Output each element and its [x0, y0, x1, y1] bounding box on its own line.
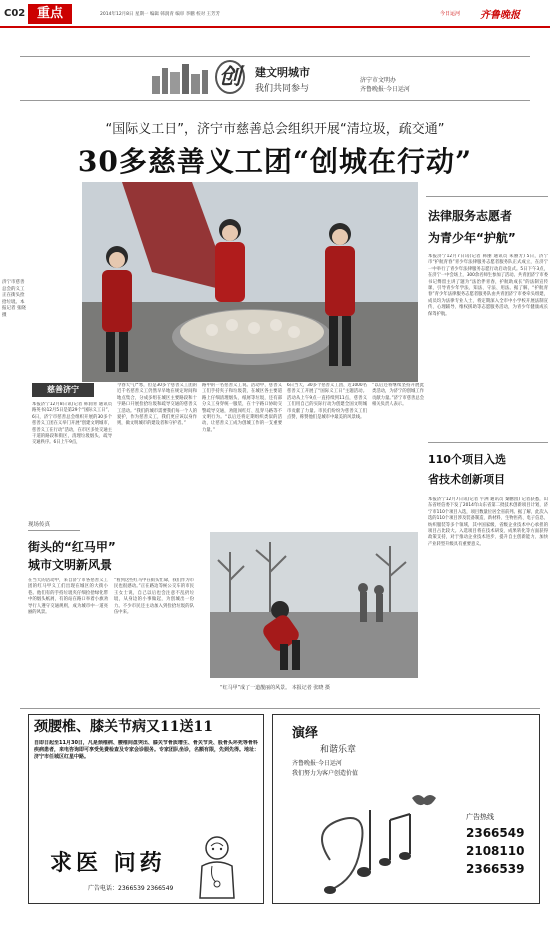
law-story-title — [428, 205, 548, 249]
page-header — [0, 0, 550, 28]
banner-organizer-1: 济宁市文明办 — [360, 77, 397, 84]
banner-subtitle: 我们共同参与 — [255, 84, 310, 94]
hotline-phone-2[interactable]: 2108110 — [466, 844, 525, 858]
campaign-logo: 创 — [215, 60, 245, 94]
project-story-body: 本报济宁12月7日讯(记者 宇洲 通讯员 秦鹏园) 记者获悉，山东省经信委下发了2014年山东省第二批技术创新项目计划，济宁市110个项目入选，项目数量位居全省前列。据了解，此次入选的110个项目涉及装备制造、新材料、生物医药、电子信息、纺织服装等多个领域，其中国家级、省级企业技术中心承担的项目占比较大。入选项目将在技术研发、成果转化等方面获得政策支持，对于推动企业技术进步、提升自主创新能力、加快产业转型升级具有重要意义。 — [428, 497, 548, 547]
scene-tag: 现场传真 — [28, 520, 80, 531]
banner-bottom-rule — [20, 100, 530, 101]
banner-organizer-2: 齐鲁晚报·今日运河 — [360, 86, 410, 93]
street-volunteer-illustration — [210, 532, 418, 678]
right-col-rule — [426, 196, 548, 197]
project-story-title — [428, 450, 548, 490]
lead-photo-caption: 济宁市慈善总会的义工正在街头捡拾垃圾。本报记者 张晓 摄 — [2, 280, 26, 318]
newspaper-ad-brand: 齐鲁晚报·今日运河 — [292, 760, 342, 767]
medical-ad-phone: 广告电话：2366539 2366549 — [88, 885, 174, 892]
banner-top-rule — [20, 56, 530, 57]
lead-body-col5: “以后还将继续坚持开展此类活动，为济宁的创城工作贡献力量。”济宁市慈善总会相关负责人表示。 — [372, 383, 424, 408]
story2-title-line1: 街头的“红马甲” — [28, 540, 116, 554]
edition-label: 今日运河 — [440, 11, 461, 17]
skyline-icon — [150, 62, 210, 94]
law-story-body: 本报济宁12月7日讯(记者 韩丽 通讯员 朱丽芳) 5日，济宁市“护航青春”青少年法律服务志愿者服务队正式成立，在济宁一中举行了青少年法律服务志愿行动启动仪式。5日下午3点，在济宁一中会场上，300余名师生参加了活动。共青团济宁市委书记傅留主讲了题为“法治伴青春，护航助成长”的法制宣传课，引导青少年学法、知法、守法、用法。据了解，“护航青春”青少年法律服务志愿者服务队由共青团济宁市委牵头组建，成员均为法律专业人士，将定期深入全市中小学校开展法制宣传、心理辅导、维权援助等志愿服务活动，为青少年健康成长保驾护航。 — [428, 254, 548, 317]
lead-body-col1: 本报济宁12月8日讯(记者 韩润青 通讯员 路英书)12月5日是第29个“国际义工日”，6日，济宁市慈善总会组织开展的30多个慈善义工团在义举门开展“创建文明城市，慈善义工在行动”活动，在市区多处交通主干道的路段和街区，清理垃圾烟头、疏导交通秩序。6日上午9点， — [32, 402, 112, 446]
newspaper-ad-subtitle: 和谐乐章 — [320, 745, 357, 755]
medical-ad-body: 自即日起至11月30日，凡是颈椎病、腰椎间盘突出、膝关节骨质增生、骨关节炎、股骨头坏死等骨科疾病患者，来电咨询即可享受免费检查及专家会诊服务。专家团队坐诊，名额有限，先到先得。地址：济宁市任城区红星中路。 — [34, 740, 260, 760]
hotline-phone-1[interactable]: 2366549 — [466, 826, 525, 840]
story2-title-line2: 城市文明新风景 — [28, 558, 113, 572]
story2-body-col1: 在当天的活动中，来自济宁市各慈善义工团的红马甲义工们出现在城区的大街小巷。他们有的手持垃圾夹仔细捡拾绿化带中的烟头纸屑，有的站在路口举着小旗劝导行人遵守交通规则，成为城市中一道亮丽的风景。 — [28, 578, 108, 616]
newspaper-ad-title: 演绎 — [292, 726, 319, 741]
lead-body-col2: 今春天气严寒，但是30多个慈善义工团的近千名慈善义工仍然早早地在规定时间和地点集合，分成多组在城区主要路段和十字路口开展捡拾垃圾和疏导交通的慈善义工活动。“我们的城市需要我们每一个人的爱护，作为慈善义工，我们更应该以身作则，做文明城市的建设者和守护者。” — [117, 383, 197, 427]
hotline-label: 广告热线 — [466, 813, 494, 821]
music-notes-icon — [300, 790, 440, 900]
page-number: C02 — [4, 8, 26, 19]
newspaper-logo: 齐鲁晚报 — [480, 10, 520, 21]
column-tag: 慈善济宁 — [32, 383, 94, 397]
doctor-icon — [190, 832, 244, 902]
law-title-line2: 为青少年“护航” — [428, 231, 516, 245]
hotline-phone-3[interactable]: 2366539 — [466, 862, 525, 876]
lead-headline: 30多慈善义工团“创城在行动” — [77, 145, 473, 178]
lead-kicker: “国际义工日”，济宁市慈善总会组织开展“清垃圾，疏交通” — [105, 122, 445, 137]
banner-title: 建文明城市 — [255, 66, 310, 79]
story2-body-col2: “看到这些红马甲在街头忙碌，我们作为市民也很感动。”正在路边等候公交车的市民王女士说，自己以后也会注意不乱扔垃圾，从身边的小事做起，为创城出一份力。不少市民还主动加入到捡拾垃圾的队伍中来。 — [114, 578, 194, 616]
project-title-line2: 省技术创新项目 — [428, 473, 505, 486]
project-title-line1: 110个项目入选 — [428, 453, 506, 466]
medical-ad-title: 颈腰椎、膝关节病又11送11 — [34, 719, 213, 735]
lead-photo — [82, 182, 418, 382]
ad-area-rule — [20, 708, 540, 709]
story2-photo — [210, 532, 418, 678]
newspaper-ad-slogan: 我们努力为客户创造价值 — [292, 770, 359, 777]
medical-ad-slogan: 求医 问药 — [50, 850, 166, 876]
law-title-line1: 法律服务志愿者 — [428, 209, 513, 223]
story2-photo-caption: “红马甲”成了一道靓丽的风景。 本报记者 张晓 摄 — [220, 685, 330, 691]
right-col-divider — [428, 442, 548, 443]
volunteers-illustration — [82, 182, 418, 382]
section-badge: 重点 — [28, 4, 72, 24]
lead-body-col3: 路中的一名慈善义工说。活动中，慈善义工们手持夹子和垃圾袋，在城区各主要道路上仔细清理烟头、纸屑等垃圾，还有部分义工身穿统一服装，在十字路口协助交警疏导交通，劝阻闯红灯、乱穿马路等不文明行为。“以后还将定期组织类似的活动，让慈善义工成为创城工作的一支重要力量。” — [202, 383, 282, 433]
lead-body-col4: 6日当天，30多个慈善义工团、近1000名慈善义工开展了“国际义工日”主题活动。活动从上午9点一直持续到11点，慈善义工们用自己的实际行动为创建全国文明城市贡献了力量。市民们纷纷为慈善义工们点赞，称赞他们是城市中最美的风景线。 — [287, 383, 367, 421]
edition-meta: 2014年12月8日 星期一 编辑 韩润青 编审 李鹏 校对 王芳芳 — [100, 12, 221, 17]
